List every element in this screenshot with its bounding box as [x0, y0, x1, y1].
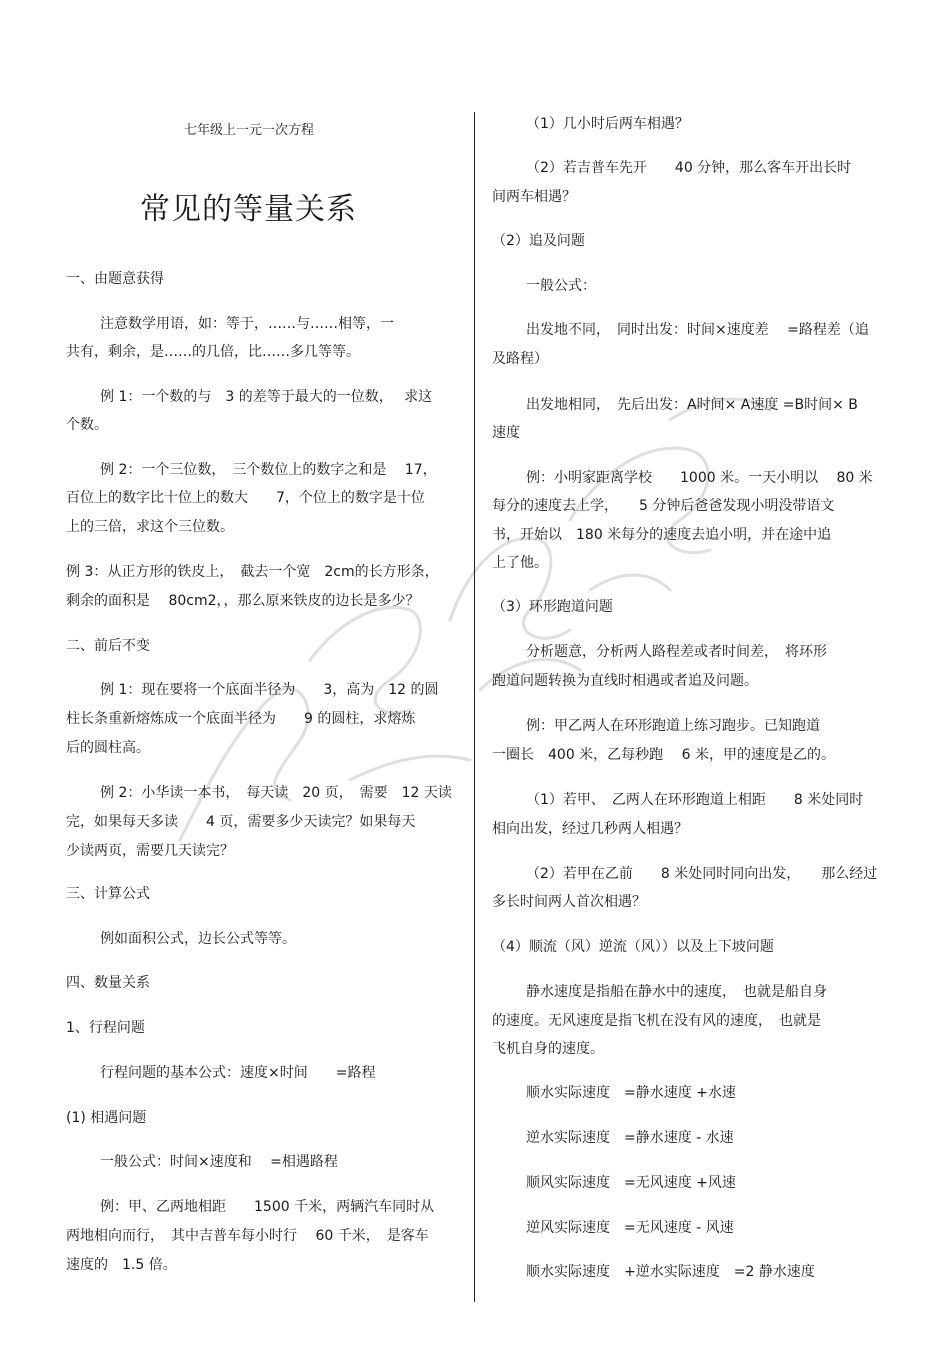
paragraph-line: 例如面积公式，边长公式等等。 — [100, 931, 296, 947]
subsection-heading: （4）顺流（风）逆流（风））以及上下坡问题 — [492, 939, 774, 955]
question-line: 多长时间两人首次相遇？ — [492, 894, 646, 910]
example-line: 书，开始以 180 米每分的速度去追小明，并在途中追 — [492, 527, 832, 543]
example-line: 每分的速度去上学， 5 分钟后爸爸发现小明没带语文 — [492, 498, 835, 514]
subsection-heading: (1) 相遇问题 — [66, 1110, 147, 1126]
example-line: 例 2：一个三位数， 三个数位上的数字之和是 17， — [100, 462, 437, 478]
example-line: 例 1：一个数的与 3 的差等于最大的一位数， 求这 — [100, 389, 433, 405]
formula-line: 出发地相同， 先后出发：A时间× A速度 =B时间× B — [526, 397, 858, 413]
example-line: 少读两页，需要几天读完？ — [66, 843, 234, 859]
section-heading-3: 三、计算公式 — [66, 886, 150, 902]
section-heading-2: 二、前后不变 — [66, 638, 150, 654]
formula-line: 逆水实际速度 =静水速度 - 水速 — [526, 1130, 734, 1146]
example-line: 例：甲乙两人在环形跑道上练习跑步。已知跑道 — [526, 718, 820, 734]
paragraph-line: 一般公式： — [526, 278, 596, 294]
formula-line: 出发地不同， 同时出发：时间×速度差 =路程差（追 — [526, 322, 869, 338]
subsection-heading: （3）环形跑道问题 — [492, 599, 613, 615]
question-line: （1）几小时后两车相遇？ — [526, 116, 689, 132]
formula-line: 顺水实际速度 =静水速度 +水速 — [526, 1085, 736, 1101]
question-line: 间两车相遇？ — [492, 189, 576, 205]
paragraph-line: 的速度。无风速度是指飞机在没有风的速度， 也就是 — [492, 1013, 821, 1029]
section-heading-4: 四、数量关系 — [66, 975, 150, 991]
example-line: 完，如果每天多读 4 页，需要多少天读完？如果每天 — [66, 814, 416, 830]
example-line: 百位上的数字比十位上的数大 7，个位上的数字是十位 — [66, 490, 425, 506]
formula-line: 一般公式：时间×速度和 =相遇路程 — [100, 1154, 338, 1170]
example-line: 柱长条重新熔炼成一个底面半径为 9 的圆柱，求熔炼 — [66, 711, 416, 727]
formula-line: 及路程） — [492, 351, 548, 367]
subsection-heading: 1、行程问题 — [66, 1020, 145, 1036]
question-line: （2）若吉普车先开 40 分钟，那么客车开出长时 — [526, 160, 852, 176]
paragraph-line: 注意数学用语，如：等于，……与……相等，一 — [100, 316, 394, 332]
question-line: （2）若甲在乙前 8 米处同时同向出发， 那么经过 — [526, 866, 878, 882]
paragraph-line: 飞机自身的速度。 — [492, 1041, 604, 1057]
paragraph-line: 静水速度是指船在静水中的速度， 也就是船自身 — [526, 984, 827, 1000]
example-line: 个数。 — [66, 417, 108, 433]
formula-line: 行程问题的基本公式：速度×时间 =路程 — [100, 1065, 376, 1081]
example-line: 后的圆柱高。 — [66, 740, 150, 756]
question-line: 相向出发，经过几秒两人相遇？ — [492, 821, 688, 837]
example-line: 一圈长 400 米，乙每秒跑 6 米，甲的速度是乙的。 — [492, 747, 835, 763]
example-line: 上了他。 — [492, 555, 548, 571]
example-line: 例：小明家距离学校 1000 米。一天小明以 80 米 — [526, 470, 873, 486]
example-line: 速度的 1.5 倍。 — [66, 1257, 177, 1273]
formula-line: 顺风实际速度 =无风速度 +风速 — [526, 1175, 736, 1191]
example-line: 剩余的面积是 80cm2，，那么原来铁皮的边长是多少？ — [66, 593, 420, 609]
document-subtitle: 七年级上一元一次方程 — [184, 123, 315, 138]
formula-line: 速度 — [492, 425, 520, 441]
example-line: 例 3：从正方形的铁皮上， 截去一个宽 2cm的长方形条， — [66, 564, 439, 580]
column-divider — [474, 112, 475, 1302]
document-title: 常见的等量关系 — [140, 192, 357, 227]
section-heading-1: 一、由题意获得 — [66, 271, 164, 287]
example-line: 例 2：小华读一本书， 每天读 20 页， 需要 12 天读 — [100, 785, 452, 801]
example-line: 例：甲、乙两地相距 1500 千米，两辆汽车同时从 — [100, 1199, 435, 1215]
paragraph-line: 共有，剩余，是……的几倍，比……多几等等。 — [66, 344, 360, 360]
question-line: （1）若甲、 乙两人在环形跑道上相距 8 米处同时 — [526, 792, 864, 808]
paragraph-line: 跑道问题转换为直线时相遇或者追及问题。 — [492, 673, 758, 689]
paragraph-line: 分析题意，分析两人路程差或者时间差， 将环形 — [526, 644, 827, 660]
formula-line: 逆风实际速度 =无风速度 - 风速 — [526, 1220, 734, 1236]
example-line: 上的三倍，求这个三位数。 — [66, 519, 234, 535]
subsection-heading: （2）追及问题 — [492, 233, 585, 249]
formula-line: 顺水实际速度 +逆水实际速度 =2 静水速度 — [526, 1264, 815, 1280]
example-line: 例 1：现在要将一个底面半径为 3，高为 12 的圆 — [100, 682, 439, 698]
example-line: 两地相向而行， 其中吉普车每小时行 60 千米， 是客车 — [66, 1228, 429, 1244]
